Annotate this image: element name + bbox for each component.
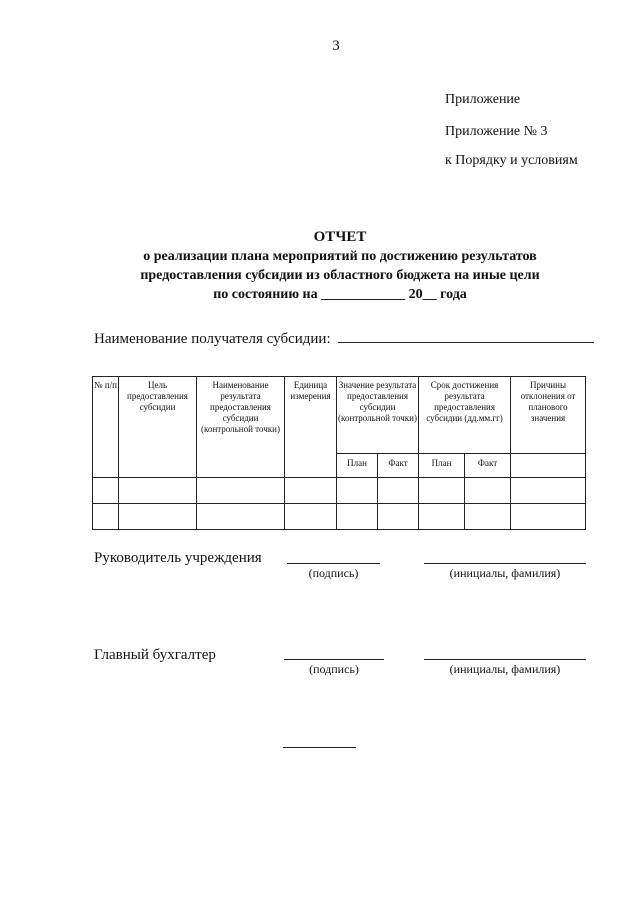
table-cell	[419, 504, 465, 530]
table-cell	[197, 504, 285, 530]
subheader-fact-value: Факт	[378, 454, 419, 478]
header-deadline: Срок достижения результата предоставления субсидии (дд.мм.гг)	[419, 377, 511, 454]
table-cell	[93, 504, 119, 530]
recipient-blank-line	[338, 330, 594, 343]
table-cell	[337, 504, 378, 530]
subheader-plan-deadline: План	[419, 454, 465, 478]
table-cell	[465, 478, 511, 504]
head-name-caption: (инициалы, фамилия)	[449, 566, 561, 580]
head-signature-label: Руководитель учреждения	[94, 550, 262, 566]
subheader-plan-value: План	[337, 454, 378, 478]
report-title: ОТЧЕТ	[313, 229, 367, 245]
table-cell	[378, 478, 419, 504]
table-cell	[285, 478, 337, 504]
table-cell	[419, 478, 465, 504]
report-date-line: по состоянию на ____________ 20__ года	[213, 287, 467, 302]
table-row	[93, 504, 586, 530]
table-cell	[119, 478, 197, 504]
accountant-signature-caption: (подпись)	[309, 662, 359, 676]
table-row	[93, 478, 586, 504]
appendix-line-3: к Порядку и условиям	[445, 153, 578, 168]
subheader-fact-deadline: Факт	[465, 454, 511, 478]
accountant-signature-line	[284, 659, 384, 660]
table-cell	[197, 478, 285, 504]
appendix-line-2: Приложение № 3	[445, 124, 548, 139]
recipient-field	[94, 330, 594, 348]
table-cell	[93, 478, 119, 504]
table-header-row	[93, 377, 586, 454]
appendix-line-1: Приложение	[445, 92, 521, 107]
table-cell	[285, 504, 337, 530]
accountant-name-caption: (инициалы, фамилия)	[449, 662, 561, 676]
closing-line	[283, 747, 356, 748]
head-name-line	[424, 563, 586, 564]
header-deviation-reasons: Причины отклонения от планового значения	[511, 377, 586, 454]
table-cell	[511, 478, 586, 504]
table-cell	[465, 504, 511, 530]
head-signature-line	[287, 563, 380, 564]
header-goal: Цель предоставления субсидии	[119, 377, 197, 478]
report-subtitle-line-2: предоставления субсидии из областного бюджета на иные цели	[140, 268, 540, 283]
report-table	[92, 376, 586, 530]
head-signature-caption: (подпись)	[308, 566, 359, 580]
table-cell	[337, 478, 378, 504]
header-result-name: Наименование результата предоставления субсидии (контрольной точки)	[197, 377, 285, 478]
header-unit: Единица измерения	[285, 377, 337, 478]
subheader-empty	[511, 454, 586, 478]
report-subtitle-line-1: о реализации плана мероприятий по достижению результатов	[143, 249, 537, 264]
table-cell	[378, 504, 419, 530]
table-cell	[511, 504, 586, 530]
page-number: 3	[332, 38, 340, 54]
report-title-block	[90, 228, 590, 304]
accountant-name-line	[424, 659, 586, 660]
header-number: № п/п	[93, 377, 119, 478]
recipient-label: Наименование получателя субсидии:	[94, 331, 331, 347]
table-cell	[119, 504, 197, 530]
accountant-signature-label: Главный бухгалтер	[94, 647, 216, 663]
header-result-value: Значение результата предоставления субсидии (контрольной точки)	[337, 377, 419, 454]
